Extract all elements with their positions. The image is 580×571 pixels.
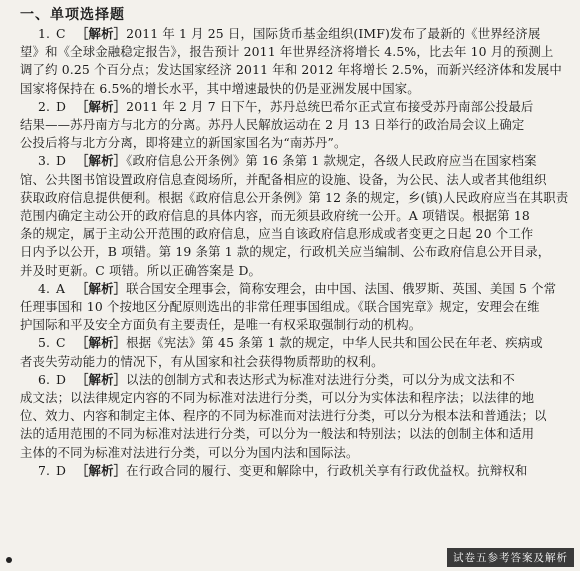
answer-letter: C — [56, 335, 66, 351]
question-2-line: 公投后将与北方分离，即将建立的新国家国名为“南苏丹”。 — [20, 135, 347, 151]
explanation-text: 2011 年 2 月 7 日下午，苏丹总统巴希尔正式宣布接受苏丹南部公投最后 — [126, 98, 534, 114]
question-1-first-line — [38, 26, 540, 42]
explanation-tag: ［解析］ — [76, 335, 127, 351]
question-1-line: 调了约 0.25 个百分点；发达国家经济 2011 年和 2012 年将增长 2.5%，而新兴经济体和发展中 — [20, 62, 562, 78]
explanation-text: 在行政合同的履行、变更和解除中，行政机关享有行政优益权。抗辩权和 — [126, 462, 528, 478]
question-4-line: 护国际和平及安全方面负有主要责任，是唯一有权采取强制行动的机构。 — [20, 317, 422, 333]
question-number: 6. — [38, 371, 51, 387]
question-4-line: 任理事国和 10 个按地区分配原则选出的非常任理事国组成。《联合国宪章》规定，安理会在维 — [20, 299, 540, 314]
question-3-line: 获取政府信息提供便利。根据《政府信息公开条例》第 12 条的规定，乡(镇)人民政府应当在其职责 — [20, 189, 569, 205]
question-number: 7. — [38, 462, 51, 478]
question-3-line: 日内予以公开，B 项错。第 19 条第 1 款的规定，行政机关应当编制、公布政府信息公开目录， — [20, 244, 551, 260]
question-1-line: 国家将保持在 6.5%的增长水平，其中增速最快的仍是亚洲发展中国家。 — [20, 80, 420, 96]
question-6-first-line — [38, 372, 515, 388]
question-3-line: 条的规定，属于主动公开范围的政府信息，应当自该政府信息形成或者变更之日起 20 个工作 — [20, 226, 534, 242]
question-2-line: 结果——苏丹南方与北方的分离。苏丹人民解放运动在 2 月 13 日举行的政治局会议上确定 — [20, 117, 525, 132]
question-5-line: 者丧失劳动能力的情况下，有从国家和社会获得物质帮助的权利。 — [20, 353, 384, 369]
explanation-text: 2011 年 1 月 25 日，国际货币基金组织(IMF)发布了最新的《世界经济展 — [126, 26, 541, 41]
question-3-first-line — [38, 153, 537, 169]
question-6-line: 法的适用范围的不同为标准对法进行分类，可以分为一般法和特别法；以法的创制主体和适用 — [20, 426, 535, 442]
footer-label: 试卷五参考答案及解析 — [447, 548, 574, 567]
question-number: 3. — [38, 153, 51, 169]
question-number: 2. — [38, 98, 51, 114]
page-bullet — [6, 557, 12, 563]
explanation-text: 联合国安全理事会，简称安理会，由中国、法国、俄罗斯、英国、美国 5 个常 — [126, 280, 557, 296]
question-6-line: 主体的不同为标准对法进行分类，可以分为国内法和国际法。 — [20, 444, 359, 460]
explanation-text: 《政府信息公开条例》第 16 条第 1 款规定，各级人民政府应当在国家档案 — [126, 153, 537, 169]
answer-letter: D — [56, 462, 67, 478]
explanation-tag: ［解析］ — [76, 371, 127, 387]
question-7-first-line — [38, 463, 527, 479]
answer-letter: D — [56, 371, 67, 387]
question-number: 5. — [38, 335, 51, 351]
question-number: 4. — [38, 280, 51, 296]
explanation-tag: ［解析］ — [76, 153, 127, 169]
explanation-tag: ［解析］ — [76, 280, 127, 296]
explanation-text: 以法的创制方式和表达形式为标准对法进行分类，可以分为成文法和不 — [126, 371, 515, 387]
question-5-first-line — [38, 335, 543, 351]
question-3-line: 馆、公共图书馆设置政府信息查阅场所，并配备相应的设施、设备，为公民、法人或者其他组织 — [20, 171, 547, 187]
question-2-first-line — [38, 99, 533, 115]
question-4-first-line — [38, 281, 556, 297]
answer-letter: D — [56, 153, 67, 169]
answer-letter: D — [56, 98, 67, 114]
answer-letter: A — [56, 280, 66, 296]
question-number: 1. — [38, 26, 51, 41]
section-title: 一、单项选择题 — [20, 7, 125, 23]
question-6-line: 成文法；以法律规定内容的不同为标准对法进行分类，可以分为实体法和程序法；以法律的地 — [20, 390, 535, 405]
explanation-tag: ［解析］ — [76, 462, 127, 478]
question-3-line: 并及时更新。C 项错。所以正确答案是 D。 — [20, 262, 262, 278]
explanation-tag: ［解析］ — [76, 26, 127, 41]
question-6-line: 位、效力、内容和制定主体、程序的不同为标准而对法进行分类，可以分为根本法和普通法；以 — [20, 408, 547, 424]
explanation-text: 根据《宪法》第 45 条第 1 款的规定，中华人民共和国公民在年老、疾病或 — [126, 335, 543, 351]
question-1-line: 望》和《全球金融稳定报告》，报告预计 2011 年世界经济将增长 4.5%，比去年 10 月的预测上 — [20, 44, 554, 60]
explanation-tag: ［解析］ — [76, 98, 127, 114]
answer-letter: C — [56, 26, 66, 41]
question-3-line: 范围内确定主动公开的政府信息的具体内容，而无须县政府统一公开。A 项错误。根据第 18 — [20, 208, 530, 223]
